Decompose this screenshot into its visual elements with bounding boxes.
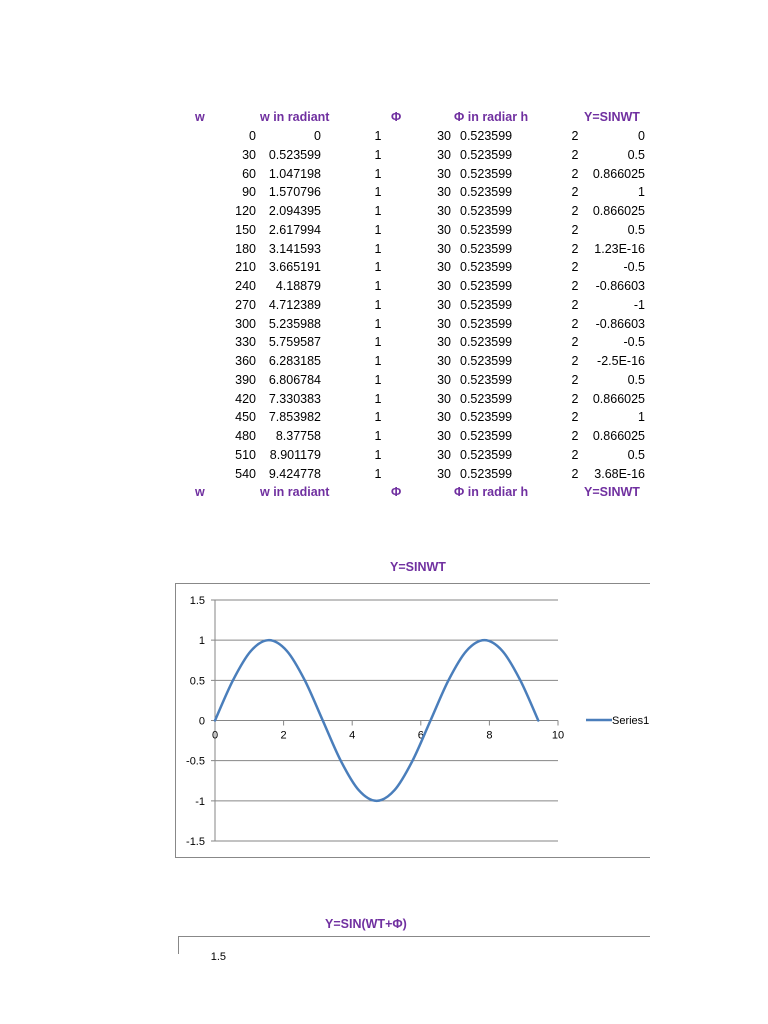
cell-w-rad: 2.094395: [268, 204, 321, 218]
cell-w-rad: 0: [314, 129, 321, 143]
chart1-svg: [175, 583, 650, 858]
cell-y: 1: [638, 410, 645, 425]
cell-w-rad: 4.18879: [275, 279, 321, 293]
chart1-xtick-label: 10: [551, 729, 565, 742]
footer-header-w: w: [195, 485, 205, 499]
chart1-ytick-label: -0.5: [186, 755, 205, 768]
cell-phi-rad: 0.523599: [460, 222, 513, 237]
cell-w-rad: 3.665191: [268, 260, 321, 275]
cell-two: 2: [571, 372, 579, 387]
cell-thirty: 30: [437, 466, 451, 481]
cell-two: 2: [571, 447, 579, 462]
cell-thirty: 30: [437, 429, 451, 443]
cell-two: 2: [571, 222, 579, 237]
footer-header-phi-in-radian: Φ in radiar h: [454, 485, 529, 499]
cell-w: 180: [235, 241, 256, 256]
cell-phi-rad: 0.523599: [460, 354, 513, 368]
chart2-svg: [178, 936, 650, 963]
cell-thirty: 30: [437, 222, 451, 237]
chart2-ytick-label: 1.5: [210, 951, 226, 963]
chart1-ytick-label: -1.5: [186, 836, 205, 848]
cell-y: -0.86603: [595, 279, 645, 293]
cell-w: 390: [235, 372, 256, 387]
cell-one: 1: [374, 447, 382, 462]
cell-y: -0.5: [623, 335, 645, 350]
chart1-xtick-label: 6: [417, 729, 424, 742]
header-phi: Φ: [391, 110, 402, 124]
cell-phi-rad: 0.523599: [460, 391, 513, 406]
cell-thirty: 30: [437, 297, 451, 312]
cell-w-rad: 2.617994: [268, 222, 321, 237]
cell-phi-rad: 0.523599: [460, 410, 513, 425]
cell-w: 0: [249, 129, 256, 143]
cell-two: 2: [571, 279, 579, 293]
cell-w-rad: 1.047198: [268, 166, 321, 181]
cell-w: 300: [235, 316, 256, 331]
cell-thirty: 30: [437, 391, 451, 406]
cell-two: 2: [571, 241, 579, 256]
cell-phi-rad: 0.523599: [460, 204, 513, 218]
cell-one: 1: [374, 429, 382, 443]
footer-header-y-sinwt: Y=SINWT: [584, 485, 640, 499]
cell-thirty: 30: [437, 316, 451, 331]
cell-w: 480: [235, 429, 256, 443]
cell-y: 0.866025: [592, 391, 645, 406]
cell-w: 450: [235, 410, 256, 425]
cell-one: 1: [374, 185, 382, 200]
cell-two: 2: [571, 316, 579, 331]
cell-phi-rad: 0.523599: [460, 147, 513, 162]
cell-w: 420: [235, 391, 256, 406]
cell-two: 2: [571, 429, 579, 443]
cell-two: 2: [571, 335, 579, 350]
chart1-ytick-label: 0.5: [189, 675, 205, 688]
cell-phi-rad: 0.523599: [460, 166, 513, 181]
cell-one: 1: [374, 147, 382, 162]
cell-two: 2: [571, 147, 579, 162]
chart1-xtick-label: 4: [349, 729, 356, 742]
chart1-xtick-label: 8: [486, 729, 493, 742]
cell-phi-rad: 0.523599: [460, 129, 513, 143]
chart1-ytick-label: 1.5: [189, 595, 205, 607]
cell-thirty: 30: [437, 260, 451, 275]
cell-w-rad: 3.141593: [268, 241, 321, 256]
cell-y: -0.5: [623, 260, 645, 275]
cell-y: 0.5: [627, 222, 645, 237]
cell-thirty: 30: [437, 147, 451, 162]
cell-one: 1: [374, 166, 382, 181]
chart1-xtick-label: 2: [280, 729, 287, 742]
cell-two: 2: [571, 354, 579, 368]
cell-y: 0.5: [627, 447, 645, 462]
chart1-ytick-label: -1: [195, 795, 205, 808]
header-phi-in-radian: Φ in radiar h: [454, 110, 529, 124]
chart2-area: [178, 936, 650, 963]
cell-w: 90: [242, 185, 256, 200]
cell-two: 2: [571, 260, 579, 275]
cell-two: 2: [571, 129, 579, 143]
header-y-sinwt: Y=SINWT: [584, 110, 640, 124]
cell-w: 210: [235, 260, 256, 275]
cell-y: 0.866025: [592, 429, 645, 443]
cell-y: 1: [638, 185, 645, 200]
cell-two: 2: [571, 410, 579, 425]
cell-thirty: 30: [437, 354, 451, 368]
cell-one: 1: [374, 354, 382, 368]
cell-one: 1: [374, 129, 382, 143]
cell-w-rad: 4.712389: [268, 297, 321, 312]
cell-phi-rad: 0.523599: [460, 241, 513, 256]
chart1-ytick-label: 1: [198, 635, 205, 648]
cell-phi-rad: 0.523599: [460, 316, 513, 331]
cell-w-rad: 7.853982: [268, 410, 321, 425]
cell-thirty: 30: [437, 410, 451, 425]
cell-w: 150: [235, 222, 256, 237]
cell-phi-rad: 0.523599: [460, 372, 513, 387]
cell-one: 1: [374, 316, 382, 331]
cell-phi-rad: 0.523599: [460, 297, 513, 312]
chart1-title: Y=SINWT: [390, 560, 446, 574]
header-w: w: [195, 110, 205, 124]
cell-y: -0.86603: [595, 316, 645, 331]
chart2-title: Y=SIN(WT+Φ): [325, 917, 407, 931]
cell-w: 360: [235, 354, 256, 368]
cell-w-rad: 1.570796: [268, 185, 321, 200]
cell-y: 3.68E-16: [594, 466, 645, 481]
cell-one: 1: [374, 466, 382, 481]
cell-one: 1: [374, 279, 382, 293]
cell-y: 0.866025: [592, 204, 645, 218]
cell-thirty: 30: [437, 204, 451, 218]
cell-w: 540: [235, 466, 256, 481]
cell-phi-rad: 0.523599: [460, 279, 513, 293]
cell-phi-rad: 0.523599: [460, 429, 513, 443]
cell-thirty: 30: [437, 447, 451, 462]
cell-w-rad: 8.901179: [269, 447, 321, 462]
cell-thirty: 30: [437, 185, 451, 200]
cell-two: 2: [571, 297, 579, 312]
cell-phi-rad: 0.523599: [460, 466, 513, 481]
cell-y: 1.23E-16: [594, 241, 645, 256]
cell-two: 2: [571, 166, 579, 181]
cell-one: 1: [374, 222, 382, 237]
cell-w-rad: 6.283185: [268, 354, 321, 368]
cell-w-rad: 5.759587: [268, 335, 321, 350]
cell-w: 30: [242, 147, 256, 162]
header-w-in-radiant: w in radiant: [260, 110, 330, 124]
cell-thirty: 30: [437, 166, 451, 181]
cell-two: 2: [571, 391, 579, 406]
cell-y: 0: [638, 129, 645, 143]
cell-thirty: 30: [437, 372, 451, 387]
cell-one: 1: [374, 204, 382, 218]
cell-w-rad: 8.37758: [275, 429, 321, 443]
cell-w: 270: [235, 297, 256, 312]
chart2-frame: [179, 937, 651, 955]
cell-w: 240: [235, 279, 256, 293]
cell-one: 1: [374, 260, 382, 275]
footer-header-phi: Φ: [391, 485, 402, 499]
cell-one: 1: [374, 297, 382, 312]
cell-thirty: 30: [437, 129, 451, 143]
cell-phi-rad: 0.523599: [460, 335, 513, 350]
cell-thirty: 30: [437, 335, 451, 350]
footer-header-w-in-radiant: w in radiant: [260, 485, 330, 499]
cell-w: 330: [235, 335, 256, 350]
chart1-xtick-label: 0: [211, 729, 219, 742]
cell-w-rad: 0.523599: [268, 147, 321, 162]
cell-y: -1: [633, 297, 645, 312]
cell-w-rad: 5.235988: [268, 316, 321, 331]
cell-w: 120: [235, 204, 256, 218]
cell-one: 1: [374, 372, 382, 387]
cell-y: -2.5E-16: [597, 354, 645, 368]
cell-one: 1: [374, 241, 382, 256]
cell-w: 60: [242, 166, 256, 181]
cell-w-rad: 9.424778: [268, 466, 321, 481]
cell-two: 2: [571, 204, 579, 218]
cell-thirty: 30: [437, 241, 451, 256]
chart1-area: [175, 583, 650, 858]
cell-thirty: 30: [437, 279, 451, 293]
cell-one: 1: [374, 391, 382, 406]
cell-phi-rad: 0.523599: [460, 185, 513, 200]
cell-w-rad: 6.806784: [268, 372, 321, 387]
cell-one: 1: [374, 335, 382, 350]
cell-phi-rad: 0.523599: [460, 447, 513, 462]
cell-w: 510: [235, 447, 256, 462]
cell-y: 0.866025: [592, 166, 645, 181]
chart1-legend-label: Series1: [612, 715, 650, 727]
cell-y: 0.5: [627, 147, 645, 162]
cell-y: 0.5: [627, 372, 645, 387]
cell-phi-rad: 0.523599: [460, 260, 513, 275]
cell-two: 2: [571, 185, 579, 200]
chart1-ytick-label: 0: [198, 715, 205, 728]
cell-w-rad: 7.330383: [268, 391, 321, 406]
cell-one: 1: [374, 410, 382, 425]
cell-two: 2: [571, 466, 579, 481]
